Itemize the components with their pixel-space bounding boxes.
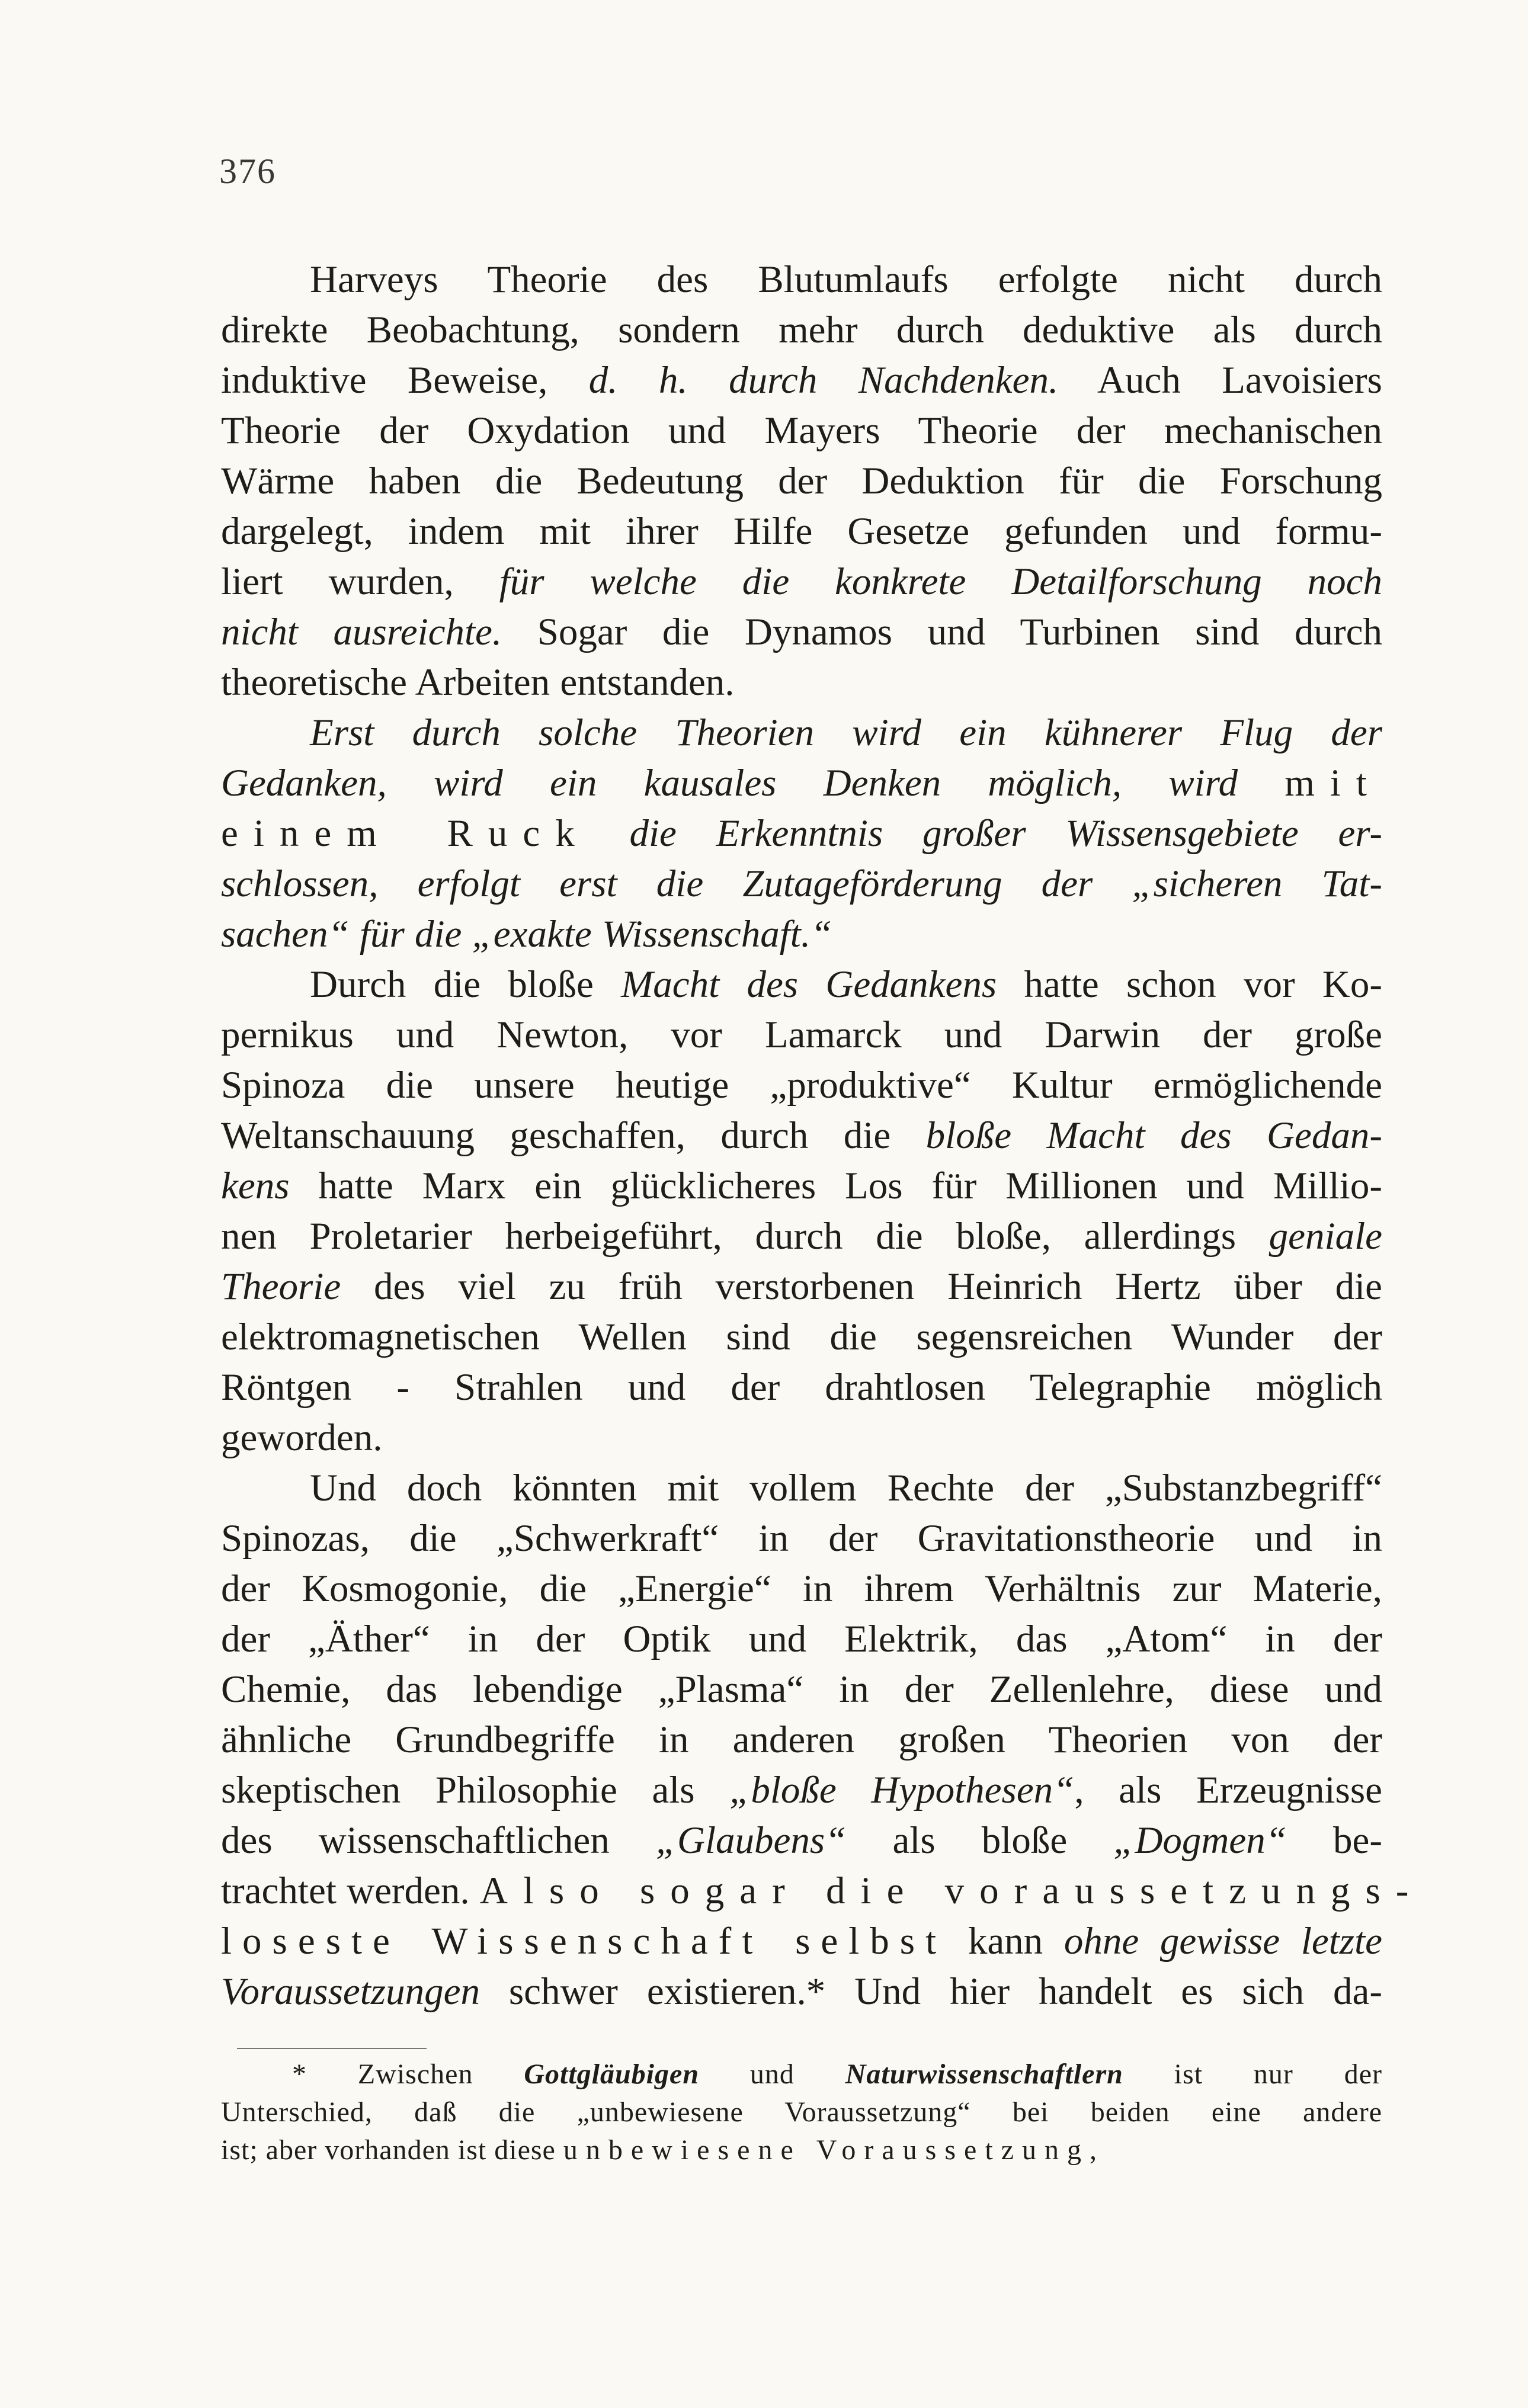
text-segment: Weltanschauung geschaffen, durch die: [221, 1114, 926, 1157]
text-line: [221, 1514, 1382, 1564]
text-segment: Theorie der Oxydation und Mayers Theorie der mechanischen: [221, 409, 1382, 452]
emphasis-text: bloße Macht des Gedan-: [925, 1114, 1382, 1157]
text-segment: der „Äther“ in der Optik und Elektrik, das „Atom“ in der: [221, 1618, 1382, 1660]
text-segment: als bloße: [846, 1819, 1114, 1862]
text-segment: hatte schon vor Ko-: [997, 963, 1382, 1006]
emphasis-text: die Erkenntnis großer Wissensgebiete er-: [590, 812, 1382, 855]
text-segment: hatte Marx ein glücklicheres Los für Millionen und Millio-: [289, 1165, 1382, 1207]
text-line: [221, 909, 1382, 960]
spaced-text: einem Ruck: [221, 812, 590, 855]
text-segment: trachtet werden.: [221, 1870, 480, 1912]
text-line: [221, 960, 1382, 1010]
text-segment: Spinozas, die „Schwerkraft“ in der Gravitationstheorie und in: [221, 1517, 1382, 1560]
text-line: [221, 1765, 1382, 1816]
text-segment: des viel zu früh verstorbenen Heinrich Hertz über die: [341, 1265, 1382, 1308]
footnote-text: ist; aber vorhanden ist diese: [221, 2134, 563, 2166]
footnote-line: [221, 2131, 1382, 2169]
emphasis-text: d. h. durch Nachdenken.: [588, 359, 1059, 402]
text-line: [221, 557, 1382, 607]
text-line: [221, 1161, 1382, 1211]
text-segment: kann: [947, 1920, 1064, 1963]
text-line: [221, 809, 1382, 859]
emphasis-text: für welche die konkrete Detailforschung noch: [499, 560, 1383, 603]
footnote-text: ist nur der: [1123, 2058, 1383, 2090]
footnote-text: unbewiesene Voraussetzung,: [563, 2134, 1105, 2166]
text-line: [221, 658, 1382, 708]
text-segment: des wissenschaftlichen: [221, 1819, 656, 1862]
emphasis-text: kens: [221, 1165, 290, 1207]
text-segment: skeptischen Philosophie als: [221, 1769, 730, 1811]
spaced-text: Also sogar die voraussetzungs-: [479, 1870, 1424, 1912]
text-segment: geworden.: [221, 1416, 383, 1459]
text-line: [221, 1010, 1382, 1060]
text-line: [221, 607, 1382, 658]
footnote-line: [221, 2056, 1382, 2093]
emphasis-text: „bloße Hypothesen“: [729, 1769, 1075, 1811]
emphasis-text: Gedanken, wird ein kausales Denken möglich, wird: [221, 762, 1285, 804]
text-line: [221, 305, 1382, 355]
footnote-rule: [237, 2048, 427, 2049]
text-line: [221, 1866, 1424, 1916]
spaced-text: loseste Wissenschaft selbst: [221, 1920, 947, 1963]
emphasis-text: sachen“ für die „exakte Wissenschaft.“: [221, 913, 832, 955]
emphasis-text: Theorie: [221, 1265, 341, 1308]
footnote: [221, 2056, 1382, 2169]
text-line: [221, 1060, 1382, 1111]
emphasis-text: nicht ausreichte.: [221, 611, 502, 653]
text-line: [221, 1564, 1382, 1614]
footnote-emphasis: Gottgläubigen: [524, 2058, 700, 2090]
text-segment: Harveys Theorie des Blutumlaufs erfolgte nicht durch: [310, 258, 1382, 301]
text-line: [221, 1211, 1382, 1262]
text-segment: be-: [1286, 1819, 1382, 1862]
page-number: 376: [219, 152, 276, 191]
text-segment: nen Proletarier herbeigeführt, durch die bloße, allerdings: [221, 1215, 1269, 1258]
text-segment: Durch die bloße: [310, 963, 622, 1006]
text-segment: direkte Beobachtung, sondern mehr durch deduktive als durch: [221, 309, 1382, 351]
text-line: [221, 1967, 1382, 2017]
emphasis-text: geniale: [1268, 1215, 1382, 1258]
emphasis-text: Voraussetzungen: [221, 1970, 480, 2013]
spaced-text: mit: [1284, 762, 1382, 804]
text-line: [221, 1614, 1382, 1665]
text-line: [221, 506, 1382, 557]
text-segment: Wärme haben die Bedeutung der Deduktion für die Forschung: [221, 460, 1382, 502]
text-segment: dargelegt, indem mit ihrer Hilfe Gesetze gefunden und formu-: [221, 510, 1382, 553]
text-segment: Sogar die Dynamos und Turbinen sind durch: [502, 611, 1382, 653]
emphasis-text: „Dogmen“: [1113, 1819, 1287, 1862]
footnote-text: * Zwischen: [292, 2058, 524, 2090]
text-segment: Chemie, das lebendige „Plasma“ in der Zellenlehre, diese und: [221, 1668, 1382, 1711]
text-line: [221, 1413, 1382, 1463]
text-segment: der Kosmogonie, die „Energie“ in ihrem Verhältnis zur Materie,: [221, 1567, 1382, 1610]
emphasis-text: „Glaubens“: [655, 1819, 847, 1862]
text-line: [221, 255, 1382, 305]
text-line: [221, 1715, 1382, 1765]
text-line: [221, 406, 1382, 456]
text-segment: liert wurden,: [221, 560, 499, 603]
emphasis-text: Macht des Gedankens: [621, 963, 997, 1006]
text-segment: theoretische Arbeiten entstanden.: [221, 661, 735, 704]
footnote-line: [221, 2093, 1382, 2131]
text-line: [221, 1262, 1382, 1312]
text-line: [221, 758, 1382, 809]
text-segment: schwer existieren.* Und hier handelt es sich da-: [479, 1970, 1382, 2013]
text-line: [221, 1463, 1382, 1514]
footnote-emphasis: Naturwissenschaftlern: [845, 2058, 1123, 2090]
text-segment: Und doch könnten mit vollem Rechte der „Substanzbegriff“: [310, 1467, 1382, 1509]
footnote-text: und: [699, 2058, 845, 2090]
text-line: [221, 859, 1382, 909]
text-line: [221, 456, 1382, 506]
text-segment: induktive Beweise,: [221, 359, 589, 402]
body-text: [221, 255, 1424, 2017]
text-line: [221, 1665, 1382, 1715]
text-line: [221, 708, 1382, 758]
text-line: [221, 1816, 1382, 1866]
footnote-text: Unterschied, daß die „unbewiesene Voraussetzung“ bei beiden eine andere: [221, 2096, 1382, 2128]
text-line: [221, 1312, 1382, 1362]
text-segment: Spinoza die unsere heutige „produktive“ Kultur ermöglichende: [221, 1064, 1382, 1107]
emphasis-text: schlossen, erfolgt erst die Zutageförderung der „sicheren Tat-: [221, 862, 1382, 905]
text-segment: elektromagnetischen Wellen sind die segensreichen Wunder der: [221, 1316, 1382, 1358]
text-segment: ähnliche Grundbegriffe in anderen großen Theorien von der: [221, 1718, 1382, 1761]
text-line: [221, 355, 1382, 406]
text-segment: Auch Lavoisiers: [1058, 359, 1382, 402]
text-line: [221, 1362, 1382, 1413]
text-line: [221, 1916, 1382, 1967]
emphasis-text: ohne gewisse letzte: [1063, 1920, 1383, 1963]
text-segment: , als Erzeugnisse: [1074, 1769, 1382, 1811]
text-segment: pernikus und Newton, vor Lamarck und Darwin der große: [221, 1014, 1382, 1056]
text-segment: Röntgen - Strahlen und der drahtlosen Telegraphie möglich: [221, 1366, 1382, 1409]
emphasis-text: Erst durch solche Theorien wird ein kühnerer Flug der: [310, 711, 1382, 754]
text-line: [221, 1111, 1382, 1161]
